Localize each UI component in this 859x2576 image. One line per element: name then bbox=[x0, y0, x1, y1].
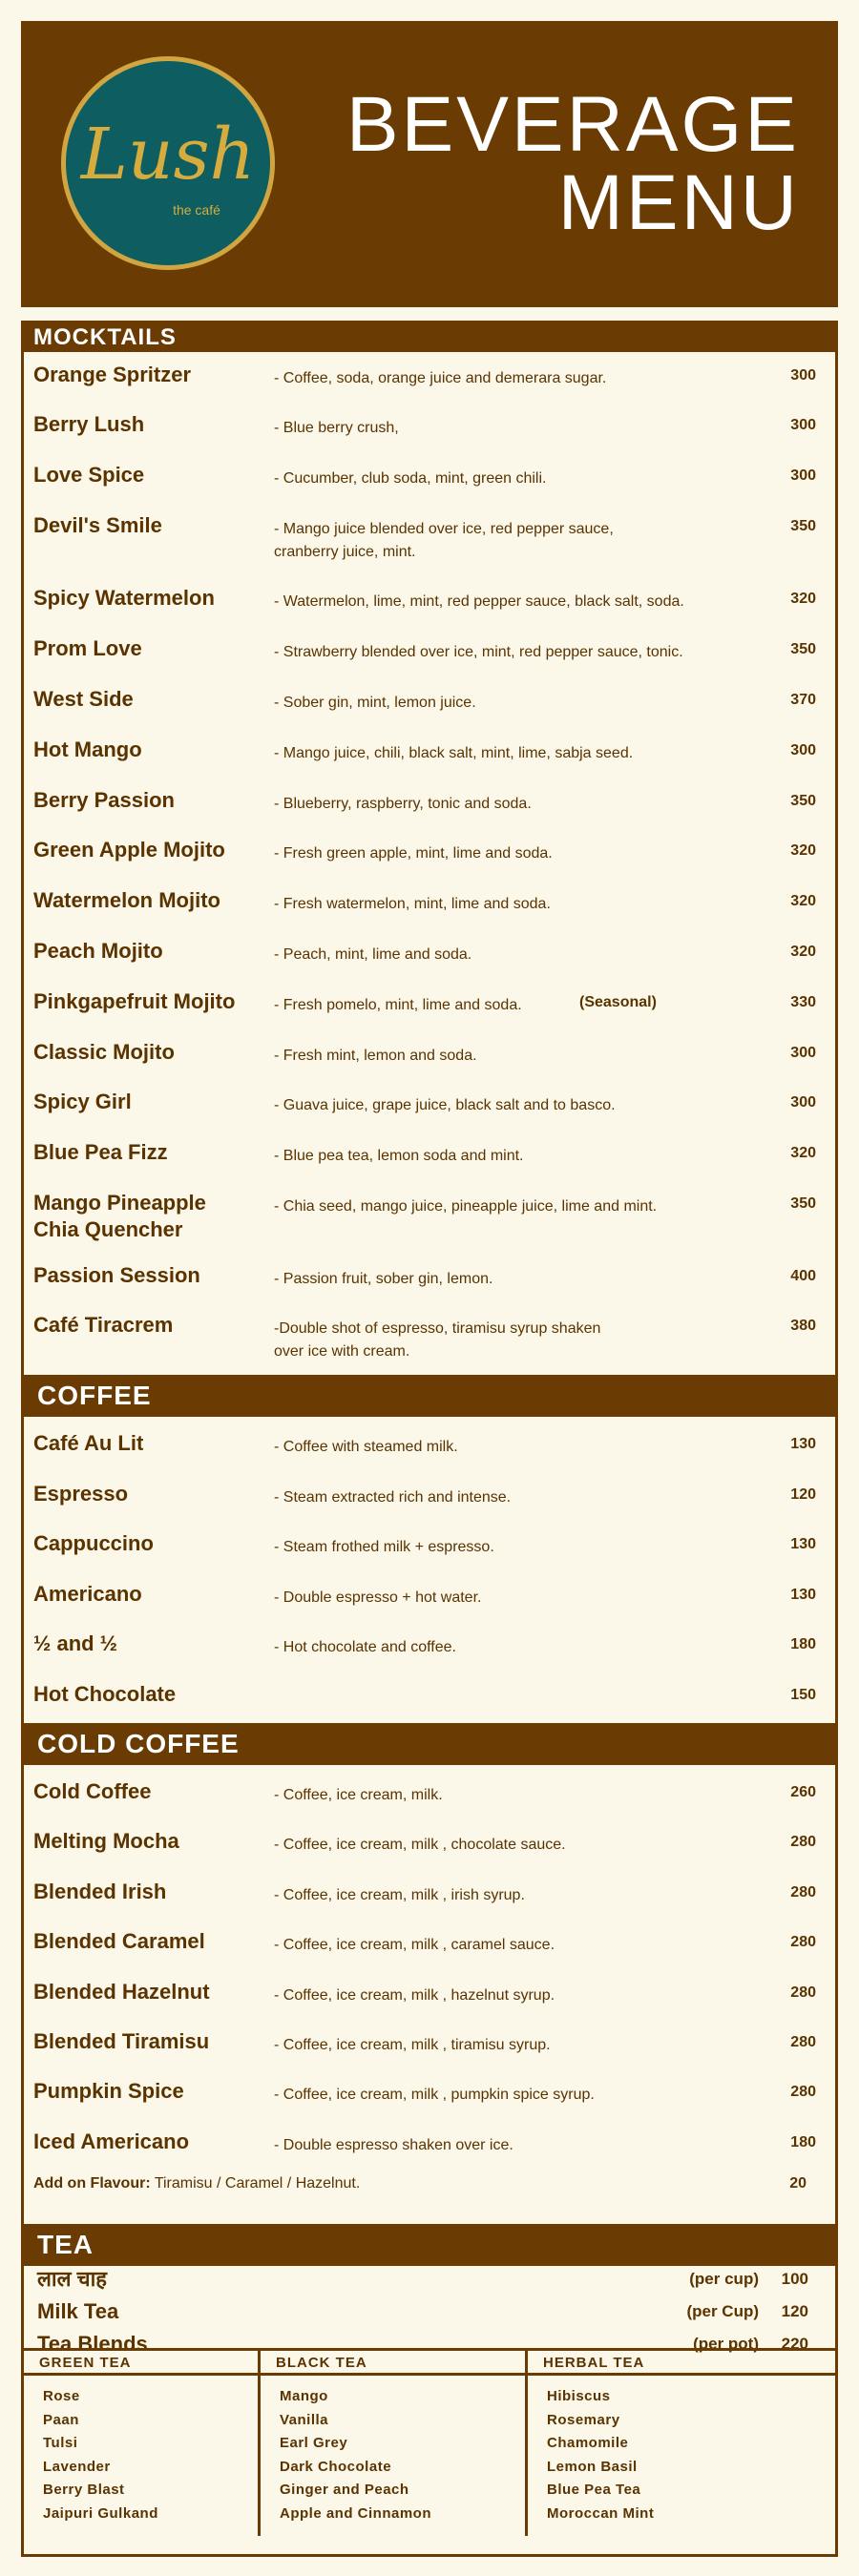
tea-blend-item: Apple and Cinnamon bbox=[280, 2504, 431, 2522]
tea-unit: (per Cup) bbox=[686, 2302, 759, 2320]
item-description: - Mango juice, chili, black salt, mint, lime, sabja seed. bbox=[274, 745, 634, 761]
item-name: Cappuccino bbox=[33, 1531, 154, 1556]
item-description: - Double espresso shaken over ice. bbox=[274, 2136, 513, 2153]
item-name: Berry Lush bbox=[33, 412, 145, 436]
item-price: 280 bbox=[790, 1934, 816, 1951]
menu-item bbox=[24, 362, 835, 409]
menu-item bbox=[24, 787, 835, 835]
item-name: Hot Chocolate bbox=[33, 1682, 177, 1706]
item-name: Mango Pineapple Chia Quencher bbox=[33, 1191, 206, 1241]
menu-title-line1: BEVERAGE bbox=[346, 81, 800, 168]
item-description: - Mango juice blended over ice, red pepper sauce, cranberry juice, mint. bbox=[274, 521, 614, 560]
item-description: - Fresh watermelon, mint, lime and soda. bbox=[274, 896, 551, 912]
tea-blend-item: Tulsi bbox=[43, 2435, 78, 2451]
item-price: 380 bbox=[790, 1318, 816, 1334]
addon-price: 20 bbox=[789, 2175, 807, 2192]
item-price: 320 bbox=[790, 842, 816, 859]
item-description: - Coffee, ice cream, milk , irish syrup. bbox=[274, 1886, 525, 1903]
tea-blends-table bbox=[24, 2348, 835, 2533]
menu-item bbox=[24, 1039, 835, 1087]
item-price: 320 bbox=[790, 591, 816, 607]
item-description: - Coffee, ice cream, milk , chocolate sauce. bbox=[274, 1837, 566, 1854]
item-description: - Peach, mint, lime and soda. bbox=[274, 946, 472, 963]
tea-blend-item: Blue Pea Tea bbox=[547, 2482, 641, 2498]
green-tea-heading: GREEN TEA bbox=[24, 2351, 258, 2376]
item-price: 280 bbox=[790, 2084, 816, 2101]
item-name: Love Spice bbox=[33, 463, 145, 487]
item-description: - Coffee, ice cream, milk , tiramisu syrup. bbox=[274, 2037, 551, 2053]
logo-tagline: the café bbox=[173, 202, 220, 218]
item-description: - Fresh mint, lemon and soda. bbox=[274, 1048, 477, 1064]
item-description: - Hot chocolate and coffee. bbox=[274, 1639, 456, 1656]
item-name: Watermelon Mojito bbox=[33, 888, 220, 912]
addon-flavour bbox=[33, 2175, 360, 2192]
item-price: 180 bbox=[790, 2133, 816, 2150]
item-price: 400 bbox=[790, 1268, 816, 1284]
addon-label: Add on Flavour: bbox=[33, 2175, 151, 2192]
item-price: 260 bbox=[790, 1784, 816, 1800]
cold-coffee-heading: COLD COFFEE bbox=[24, 1723, 835, 1765]
item-description: - Cucumber, club soda, mint, green chili. bbox=[274, 470, 547, 487]
item-name: Berry Passion bbox=[33, 788, 175, 812]
item-price: 370 bbox=[790, 692, 816, 708]
tea-unit: (per pot) bbox=[693, 2335, 759, 2353]
item-price: 350 bbox=[790, 793, 816, 809]
tea-blend-item: Moroccan Mint bbox=[547, 2504, 655, 2522]
item-name: Peach Mojito bbox=[33, 939, 163, 963]
item-description: - Steam extracted rich and intense. bbox=[274, 1488, 512, 1506]
item-description: - Steam frothed milk + espresso. bbox=[274, 1539, 494, 1556]
item-price: 300 bbox=[790, 1094, 816, 1111]
tea-blend-item: Ginger and Peach bbox=[280, 2482, 409, 2498]
item-name: Café Au Lit bbox=[33, 1431, 144, 1455]
menu-item bbox=[24, 887, 835, 935]
menu-item bbox=[24, 988, 835, 1036]
item-price: 300 bbox=[790, 467, 816, 484]
menu-item bbox=[24, 1139, 835, 1187]
item-price: 280 bbox=[790, 1984, 816, 2001]
item-price: 320 bbox=[790, 944, 816, 960]
tea-blend-item: Lavender bbox=[43, 2458, 111, 2475]
black-tea-column bbox=[258, 2351, 525, 2536]
item-description: - Chia seed, mango juice, pineapple juice, lime and mint. bbox=[274, 1198, 658, 1215]
menu-item bbox=[24, 411, 835, 459]
item-name: Blended Irish bbox=[33, 1879, 167, 1903]
item-description: - Coffee with steamed milk. bbox=[274, 1439, 458, 1455]
tea-price: 220 bbox=[781, 2335, 808, 2353]
tea-blend-item: Hibiscus bbox=[547, 2388, 611, 2404]
cafe-logo bbox=[61, 56, 275, 270]
item-name: Blended Caramel bbox=[33, 1929, 205, 1954]
cold-coffee-section bbox=[21, 1723, 838, 2227]
item-price: 350 bbox=[790, 1195, 816, 1212]
item-seasonal-note: (Seasonal) bbox=[579, 994, 657, 1010]
item-description: - Sober gin, mint, lemon juice. bbox=[274, 695, 476, 711]
logo-wordmark: Lush bbox=[80, 114, 256, 196]
item-description: - Coffee, ice cream, milk. bbox=[274, 1787, 443, 1803]
item-price: 130 bbox=[790, 1586, 816, 1603]
item-name: Blended Hazelnut bbox=[33, 1979, 210, 2004]
item-price: 120 bbox=[790, 1485, 816, 1503]
item-price: 150 bbox=[790, 1687, 816, 1703]
item-description: - Fresh green apple, mint, lime and soda. bbox=[274, 845, 553, 862]
item-name: Espresso bbox=[33, 1481, 129, 1506]
menu-title-line2: MENU bbox=[557, 159, 800, 246]
item-name: Passion Session bbox=[33, 1263, 200, 1287]
item-description: - Blue pea tea, lemon soda and mint. bbox=[274, 1148, 524, 1164]
item-price: 130 bbox=[790, 1536, 816, 1553]
item-description: - Guava juice, grape juice, black salt and to basco. bbox=[274, 1097, 616, 1113]
menu-item bbox=[24, 686, 835, 734]
item-price: 300 bbox=[790, 367, 816, 384]
item-price: 350 bbox=[790, 641, 816, 657]
tea-blend-item: Earl Grey bbox=[280, 2435, 348, 2451]
tea-blend-item: Jaipuri Gulkand bbox=[43, 2504, 158, 2522]
item-name: Iced Americano bbox=[33, 2129, 190, 2153]
menu-item bbox=[24, 512, 835, 560]
item-description: - Double espresso + hot water. bbox=[274, 1589, 482, 1606]
item-name: Spicy Watermelon bbox=[33, 586, 215, 610]
item-description: - Strawberry blended over ice, mint, red pepper sauce, tonic. bbox=[274, 644, 683, 660]
black-tea-list bbox=[261, 2376, 525, 2525]
tea-row bbox=[24, 2266, 835, 2298]
item-description: - Blueberry, raspberry, tonic and soda. bbox=[274, 796, 532, 812]
menu-item bbox=[24, 635, 835, 683]
item-description: - Coffee, ice cream, milk , hazelnut syrup. bbox=[274, 1986, 555, 2004]
item-name: ½ and ½ bbox=[33, 1631, 118, 1656]
tea-heading: TEA bbox=[24, 2224, 835, 2266]
menu-item bbox=[24, 1262, 835, 1310]
green-tea-column bbox=[24, 2351, 258, 2536]
item-price: 280 bbox=[790, 1883, 816, 1901]
herbal-tea-column bbox=[525, 2351, 835, 2536]
item-price: 350 bbox=[790, 518, 816, 534]
item-description: - Passion fruit, sober gin, lemon. bbox=[274, 1271, 493, 1287]
coffee-section bbox=[21, 1375, 838, 1726]
herbal-tea-list bbox=[528, 2376, 835, 2525]
mocktails-heading: MOCKTAILS bbox=[24, 323, 835, 352]
tea-name: लाल चाह bbox=[37, 2267, 107, 2291]
item-name: Americano bbox=[33, 1581, 142, 1606]
item-price: 300 bbox=[790, 742, 816, 758]
item-price: 280 bbox=[790, 2034, 816, 2050]
item-description: - Fresh pomelo, mint, lime and soda. bbox=[274, 997, 522, 1013]
tea-blend-item: Chamomile bbox=[547, 2435, 629, 2451]
tea-blend-item: Rosemary bbox=[547, 2411, 620, 2428]
item-name: Blended Tiramisu bbox=[33, 2029, 210, 2053]
menu-header bbox=[21, 21, 838, 307]
menu-title bbox=[346, 81, 800, 246]
tea-blend-item: Mango bbox=[280, 2388, 328, 2404]
item-description: - Coffee, ice cream, milk , pumpkin spice syrup. bbox=[274, 2087, 595, 2104]
item-price: 130 bbox=[790, 1436, 816, 1452]
item-price: 330 bbox=[790, 994, 816, 1010]
tea-section bbox=[21, 2224, 838, 2557]
menu-item bbox=[24, 938, 835, 986]
item-name: West Side bbox=[33, 687, 134, 711]
tea-blend-item: Lemon Basil bbox=[547, 2458, 638, 2475]
tea-blend-item: Paan bbox=[43, 2411, 79, 2428]
tea-row bbox=[24, 2298, 835, 2331]
item-name: Green Apple Mojito bbox=[33, 838, 225, 862]
item-name: Classic Mojito bbox=[33, 1040, 175, 1064]
item-name: Café Tiracrem bbox=[33, 1313, 174, 1337]
item-name: Pinkgapefruit Mojito bbox=[33, 989, 236, 1013]
item-name: Prom Love bbox=[33, 636, 142, 660]
item-price: 180 bbox=[790, 1636, 816, 1653]
item-name: Blue Pea Fizz bbox=[33, 1140, 168, 1164]
green-tea-list bbox=[24, 2376, 258, 2525]
black-tea-heading: BLACK TEA bbox=[261, 2351, 525, 2376]
tea-blend-item: Vanilla bbox=[280, 2411, 329, 2428]
item-price: 300 bbox=[790, 417, 816, 433]
item-description: -Double shot of espresso, tiramisu syrup shaken over ice with cream. bbox=[274, 1320, 601, 1360]
item-description: - Blue berry crush, bbox=[274, 420, 399, 436]
tea-price: 120 bbox=[781, 2302, 808, 2320]
item-name: Devil's Smile bbox=[33, 513, 162, 537]
menu-item bbox=[24, 1089, 835, 1136]
item-price: 320 bbox=[790, 1145, 816, 1161]
coffee-heading: COFFEE bbox=[24, 1375, 835, 1417]
item-description: - Watermelon, lime, mint, red pepper sauce, black salt, soda. bbox=[274, 593, 684, 610]
tea-name: Milk Tea bbox=[37, 2299, 119, 2323]
item-name: Melting Mocha bbox=[33, 1829, 179, 1854]
item-name: Cold Coffee bbox=[33, 1779, 152, 1803]
item-name: Hot Mango bbox=[33, 737, 142, 761]
tea-blend-item: Berry Blast bbox=[43, 2482, 125, 2498]
tea-blend-item: Rose bbox=[43, 2388, 80, 2404]
item-price: 280 bbox=[790, 1834, 816, 1851]
tea-price: 100 bbox=[781, 2270, 808, 2288]
menu-item bbox=[24, 462, 835, 509]
item-name: Pumpkin Spice bbox=[33, 2079, 184, 2104]
item-description: - Coffee, soda, orange juice and demerara sugar. bbox=[274, 370, 607, 386]
menu-item bbox=[24, 1312, 835, 1360]
item-name: Spicy Girl bbox=[33, 1090, 132, 1113]
addon-options: Tiramisu / Caramel / Hazelnut. bbox=[150, 2175, 361, 2192]
menu-item bbox=[24, 585, 835, 633]
tea-name: Tea Blends bbox=[37, 2332, 148, 2356]
herbal-tea-heading: HERBAL TEA bbox=[528, 2351, 835, 2376]
tea-unit: (per cup) bbox=[689, 2270, 759, 2288]
menu-item bbox=[24, 1190, 835, 1241]
item-name: Orange Spritzer bbox=[33, 363, 192, 386]
item-price: 320 bbox=[790, 893, 816, 909]
item-price: 300 bbox=[790, 1045, 816, 1061]
menu-item bbox=[24, 837, 835, 884]
item-description: - Coffee, ice cream, milk , caramel sauce. bbox=[274, 1937, 555, 1954]
tea-blend-item: Dark Chocolate bbox=[280, 2458, 392, 2475]
menu-item bbox=[24, 737, 835, 784]
mocktails-section bbox=[21, 321, 838, 1378]
